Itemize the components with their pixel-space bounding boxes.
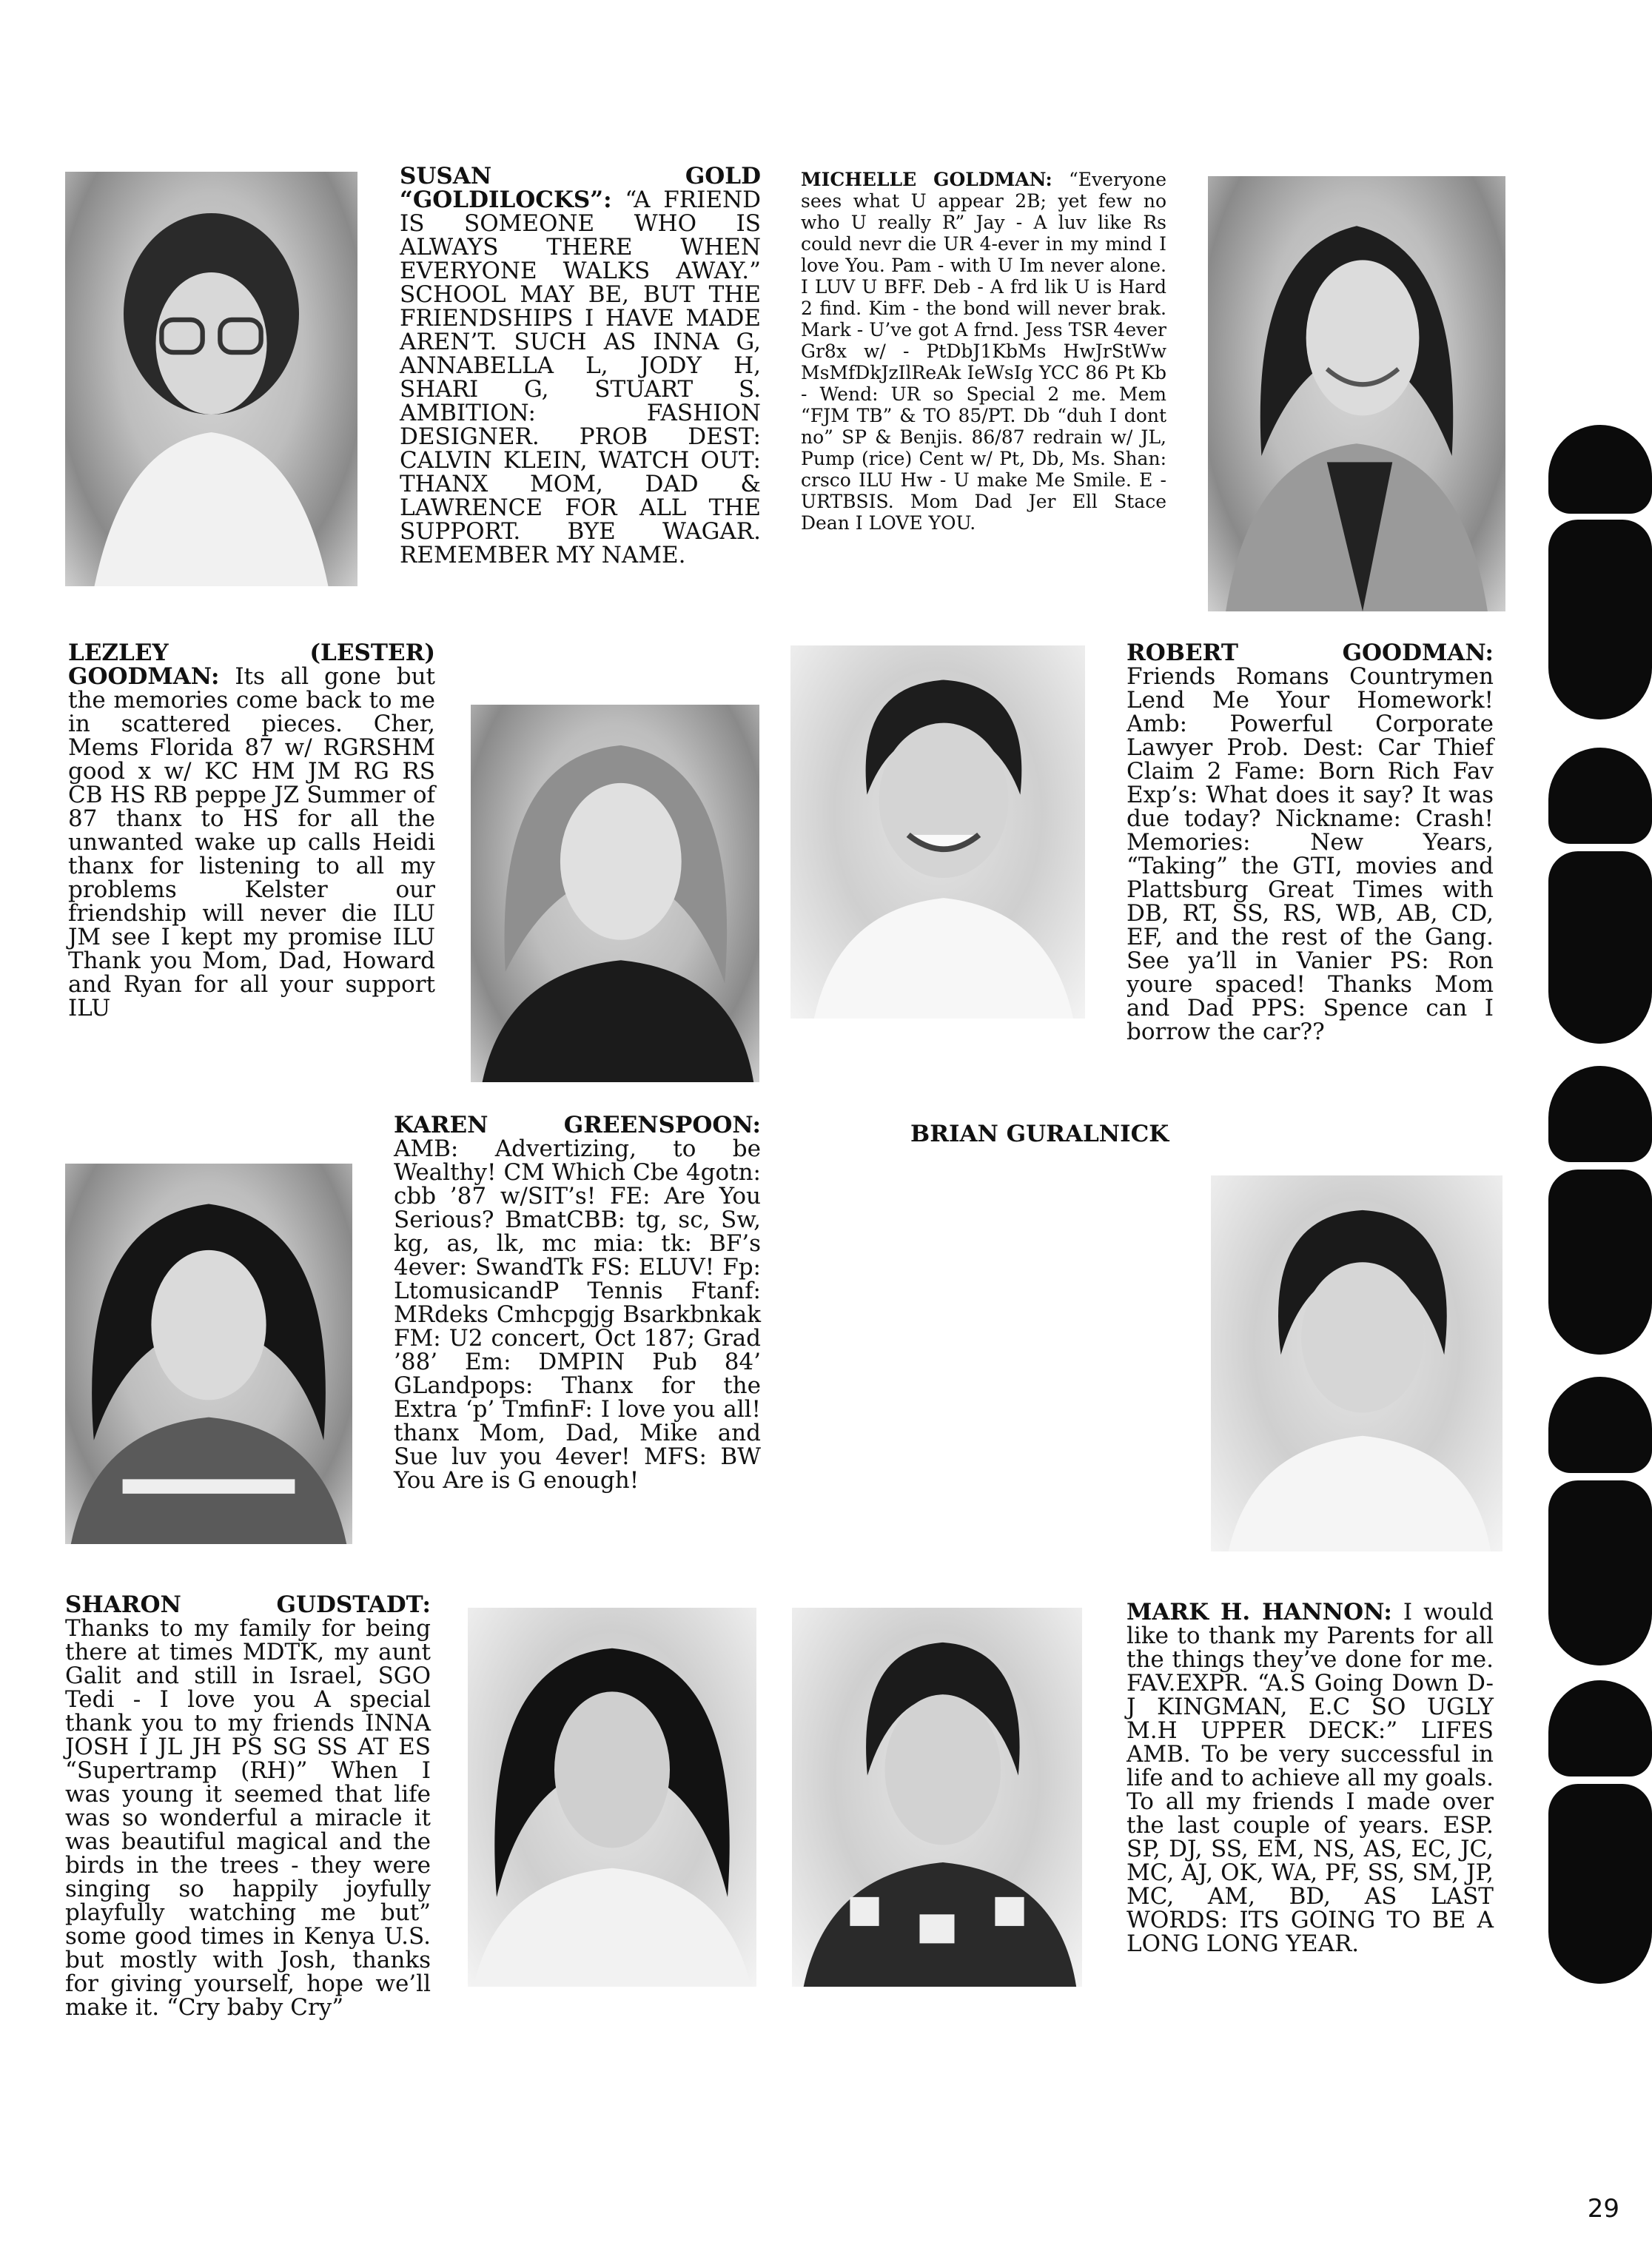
bio-susan-gold <box>400 164 761 567</box>
footprint-decoration <box>1548 1377 1652 1473</box>
bio-robert-goodman <box>1126 641 1494 1044</box>
student-bio: “A FRIEND IS SOMEONE WHO IS ALWAYS THERE WHEN EVERYONE WALKS AWAY.” SCHOOL MAY BE, BUT THE FRIENDSHIPS I HAVE MADE AREN’T. SUCH AS INNA G, ANNABELLA L, JODY H, SHARI G, STUART S. AMBITION: FASHION DESIGNER. PROB DEST: CALVIN KLEIN, WATCH OUT: THANX MOM, DAD & LAWRENCE FOR ALL THE SUPPORT. BYE WAGAR. REMEMBER MY NAME. <box>400 187 761 568</box>
portrait-robert-goodman <box>790 645 1085 1019</box>
footprint-decoration <box>1548 1680 1652 1777</box>
student-name: KAREN GREENSPOON: <box>394 1112 761 1138</box>
footprint-decoration <box>1548 425 1652 514</box>
bio-karen-greenspoon <box>394 1113 761 1492</box>
student-bio: Its all gone but the memories come back to me in scattered pieces. Cher, Mems Florida 87 w/ RGRSHM good x w/ KC HM JM RG RS CB HS RB peppe JZ Summer of 87 thanx to HS for all the unwanted wake up calls Heidi thanx for listening to all my problems Kelster our friendship will never die ILU JM see I kept my promise ILU Thank you Mom, Dad, Howard and Ryan for all your support ILU <box>68 663 436 1021</box>
student-bio: I would like to thank my Parents for all the things they’ve done for me. FAV.EXPR. “A.S Going Down D-J KINGMAN, E.C SO UGLY M.H UPPER DECK:” LIFES AMB. To be very successful in life and to achieve all my goals. To all my friends I made over the last couple of years. ESP. SP, DJ, SS, EM, NS, AS, EC, JC, MC, AJ, OK, WA, PF, SS, SM, JP, MC, AM, BD, AS LAST WORDS: ITS GOING TO BE A LONG LONG YEAR. <box>1126 1599 1494 1957</box>
student-name: MICHELLE GOLDMAN: <box>801 169 1052 190</box>
footprint-decoration <box>1548 1066 1652 1162</box>
footprint-decoration <box>1548 748 1652 844</box>
portrait-sharon-gudstadt <box>468 1608 756 1987</box>
portrait-susan-gold <box>65 172 357 586</box>
student-name: SUSAN GOLD “GOLDILOCKS”: <box>400 163 761 213</box>
portrait-lezley-goodman <box>471 705 759 1082</box>
portrait-mark-hannon <box>792 1608 1082 1987</box>
student-bio: Friends Romans Countrymen Lend Me Your Homework! Amb: Powerful Corporate Lawyer Prob. Dest: Car Thief Claim 2 Fame: Born Rich Fav Exp’s: What does it say? It was due today? Nickname: Crash! Memories: New Years, “Taking” the GTI, movies and Plattsburg Great Times with DB, RT, SS, RS, WB, AB, CD, EF, and the rest of the Gang. See ya’ll in Vanier PS: Ron youre spaced! Thanks Mom and Dad PPS: Spence can I borrow the car?? <box>1126 663 1494 1045</box>
page-number: 29 <box>1587 2194 1619 2224</box>
footprint-decoration <box>1548 1170 1652 1355</box>
footprint-decoration <box>1548 520 1652 719</box>
student-name-heading: BRIAN GURALNICK <box>910 1121 1169 1147</box>
bio-michelle-goldman <box>801 169 1166 534</box>
bio-lezley-goodman <box>68 641 435 1020</box>
student-bio: “Everyone sees what U appear 2B; yet few no who U really R” Jay - A luv like Rs could nevr die UR 4-ever in my mind I love You. Pam - with U Im never alone. I LUV U BFF. Deb - A frd lik U is Hard 2 find. Kim - the bond will never brak. Mark - U’ve got A frnd. Jess TSR 4ever Gr8x w/ - PtDbJ1KbMs HwJrStWw MsMfDkJzIlReAk IeWsIg YCC 86 Pt Kb - Wend: UR so Special 2 me. Mem “FJM TB” & TO 85/PT. Db “duh I dont no” SP & Benjis. 86/87 redrain w/ JL, Pump (rice) Cent w/ Pt, Db, Ms. Shan: crsco ILU Hw - U make Me Smile. E - URTBSIS. Mom Dad Jer Ell Stace Dean I LOVE YOU. <box>801 169 1166 534</box>
portrait-karen-greenspoon <box>65 1164 352 1544</box>
student-bio: Thanks to my family for being there at times MDTK, my aunt Galit and still in Israel, SGO Tedi - I love you A special thank you to my friends INNA JOSH I JL JH PS SG SS AT ES “Supertramp (RH)” When I was young it seemed that life was so wonderful a miracle it was beautiful magical and the birds in the trees - they were singing so happily joyfully playfully watching me but” some good times in Kenya U.S. but mostly with Josh, thanks for giving yourself, hope we’ll make it. “Cry baby Cry” <box>65 1615 431 2021</box>
portrait-brian-guralnick <box>1211 1175 1502 1551</box>
student-name: MARK H. HANNON: <box>1126 1599 1392 1625</box>
footprint-decoration <box>1548 851 1652 1044</box>
footprint-decoration <box>1548 1784 1652 1984</box>
student-name: ROBERT GOODMAN: <box>1126 640 1494 666</box>
portrait-michelle-goldman <box>1208 176 1505 611</box>
student-name: SHARON GUDSTADT: <box>65 1591 431 1618</box>
footprint-decoration <box>1548 1480 1652 1665</box>
student-bio: AMB: Advertizing, to be Wealthy! CM Which Cbe 4gotn: cbb ’87 w/SIT’s! FE: Are You Serious? BmatCBB: tg, sc, Sw, kg, as, lk, mc mia: tk: BF’s 4ever: SwandTk FS: ELUV! Fp: LtomusicandP Tennis Ftanf: MRdeks Cmhcpgjg Bsarkbnkak FM: U2 concert, Oct 187; Grad ’88’ Em: DMPIN Pub 84’ GLandpops: Thanx for the Extra ‘p’ TmfinF: I love you all! thanx Mom, Dad, Mike and Sue luv you 4ever! MFS: BW You Are is G enough! <box>394 1135 761 1494</box>
bio-sharon-gudstadt <box>65 1593 431 2019</box>
bio-mark-hannon <box>1126 1600 1494 1956</box>
student-name: LEZLEY (LESTER) GOODMAN: <box>68 640 435 690</box>
